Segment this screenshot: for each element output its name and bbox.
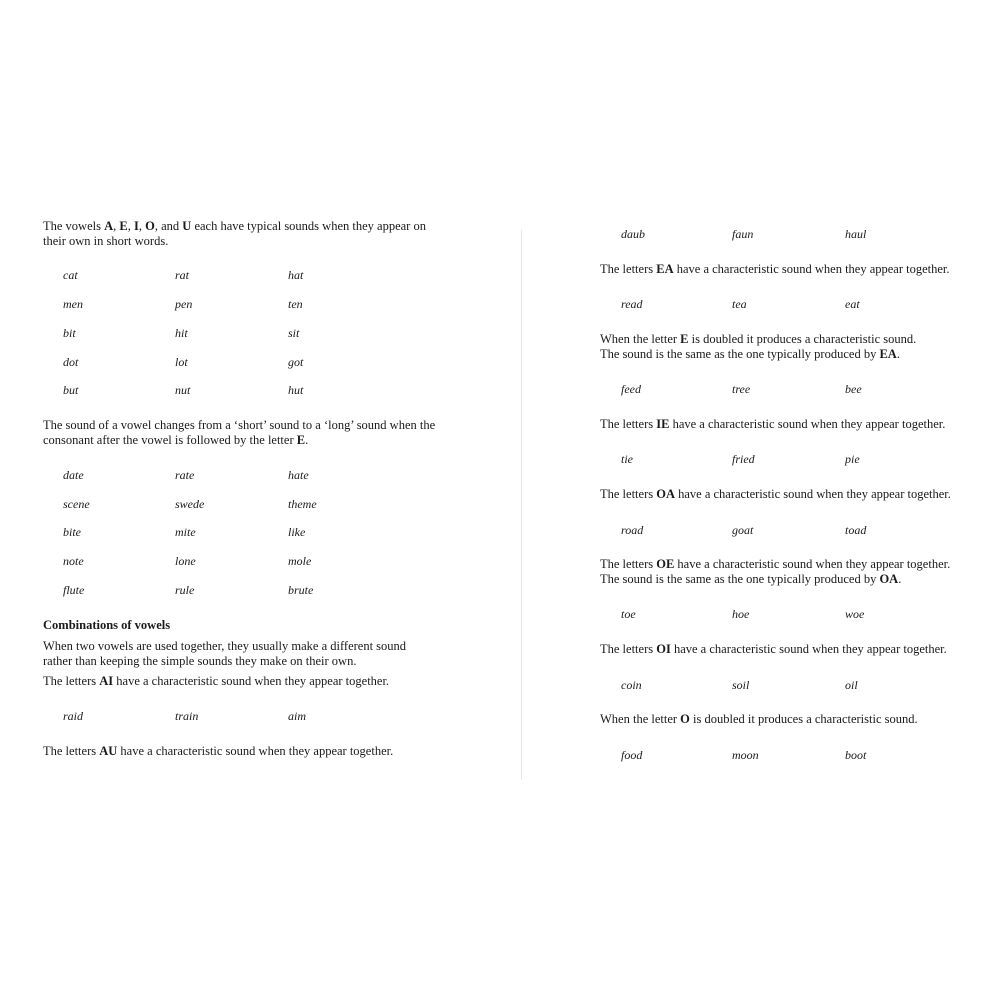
oe-paragraph — [600, 557, 950, 586]
word: hit — [175, 326, 188, 340]
word: haul — [845, 227, 867, 241]
section-heading: Combinations of vowels — [43, 618, 171, 632]
word: toad — [845, 523, 867, 537]
intro-paragraph — [43, 219, 426, 248]
word: oil — [845, 678, 858, 692]
word: cat — [63, 268, 78, 282]
word: hut — [288, 383, 304, 397]
ie-paragraph: The letters IE have a characteristic sound when they appear together. — [600, 417, 946, 431]
ai-paragraph: The letters AI have a characteristic sound when they appear together. — [43, 674, 390, 688]
combinations-line-1: When two vowels are used together, they usually make a different sound — [43, 639, 407, 653]
word: bit — [63, 326, 76, 340]
word: boot — [845, 748, 867, 762]
word: road — [621, 523, 644, 537]
word: lone — [175, 554, 196, 568]
long-vowel-line-2: consonant after the vowel is followed by the letter E. — [43, 432, 309, 447]
word: date — [63, 468, 84, 482]
word: woe — [845, 607, 865, 621]
word: bee — [845, 382, 862, 396]
combinations-intro — [43, 639, 406, 668]
word: sit — [288, 326, 300, 340]
word: goat — [732, 523, 754, 537]
word: rat — [175, 268, 190, 282]
word: rate — [175, 468, 195, 482]
word: raid — [63, 709, 84, 723]
ea-paragraph: The letters EA have a characteristic sound when they appear together. — [600, 262, 950, 276]
long-vowel-line-1: The sound of a vowel changes from a ‘short’ sound to a ‘long’ sound when the — [43, 418, 436, 432]
oo-paragraph: When the letter O is doubled it produces a characteristic sound. — [600, 712, 918, 726]
word: faun — [732, 227, 754, 241]
ee-paragraph — [600, 332, 916, 361]
word: hoe — [732, 607, 750, 621]
ee-line-1: When the letter E is doubled it produces a characteristic sound. — [600, 332, 917, 346]
word: got — [288, 355, 304, 369]
word: train — [175, 709, 199, 723]
word: pen — [175, 297, 193, 311]
word: tea — [732, 297, 747, 311]
ee-line-2: The sound is the same as the one typically produced by EA. — [600, 346, 900, 361]
word: hate — [288, 468, 309, 482]
word: note — [63, 554, 84, 568]
right-page — [522, 0, 1000, 1000]
word: feed — [621, 382, 641, 396]
word: nut — [175, 383, 191, 397]
word: moon — [732, 748, 759, 762]
word: dot — [63, 355, 79, 369]
word: swede — [175, 497, 205, 511]
word: flute — [63, 583, 85, 597]
word: aim — [288, 709, 306, 723]
word: daub — [621, 227, 645, 241]
word: toe — [621, 607, 636, 621]
word: food — [621, 748, 643, 762]
combinations-line-2: rather than keeping the simple sounds they make on their own. — [43, 653, 357, 668]
word: rule — [175, 583, 195, 597]
word: hat — [288, 268, 304, 282]
word: but — [63, 383, 79, 397]
intro-line-2: their own in short words. — [43, 233, 169, 248]
word: tree — [732, 382, 751, 396]
oa-paragraph: The letters OA have a characteristic sound when they appear together. — [600, 487, 951, 501]
word: lot — [175, 355, 188, 369]
oe-line-2: The sound is the same as the one typically produced by OA. — [600, 571, 902, 586]
au-paragraph: The letters AU have a characteristic sound when they appear together. — [43, 744, 394, 758]
word: ten — [288, 297, 303, 311]
word: mole — [288, 554, 312, 568]
intro-line-1: The vowels A, E, I, O, and U each have typical sounds when they appear on — [43, 219, 426, 233]
word: soil — [732, 678, 750, 692]
word: brute — [288, 583, 314, 597]
word: read — [621, 297, 643, 311]
word: bite — [63, 525, 81, 539]
long-vowel-paragraph — [43, 418, 435, 447]
oe-line-1: The letters OE have a characteristic sound when they appear together. — [600, 557, 951, 571]
word: theme — [288, 497, 317, 511]
word: eat — [845, 297, 860, 311]
word: fried — [732, 452, 755, 466]
oi-paragraph: The letters OI have a characteristic sound when they appear together. — [600, 642, 947, 656]
word: coin — [621, 678, 642, 692]
word: mite — [175, 525, 196, 539]
word: tie — [621, 452, 633, 466]
word: scene — [63, 497, 90, 511]
word: like — [288, 525, 306, 539]
word: pie — [845, 452, 860, 466]
word: men — [63, 297, 83, 311]
